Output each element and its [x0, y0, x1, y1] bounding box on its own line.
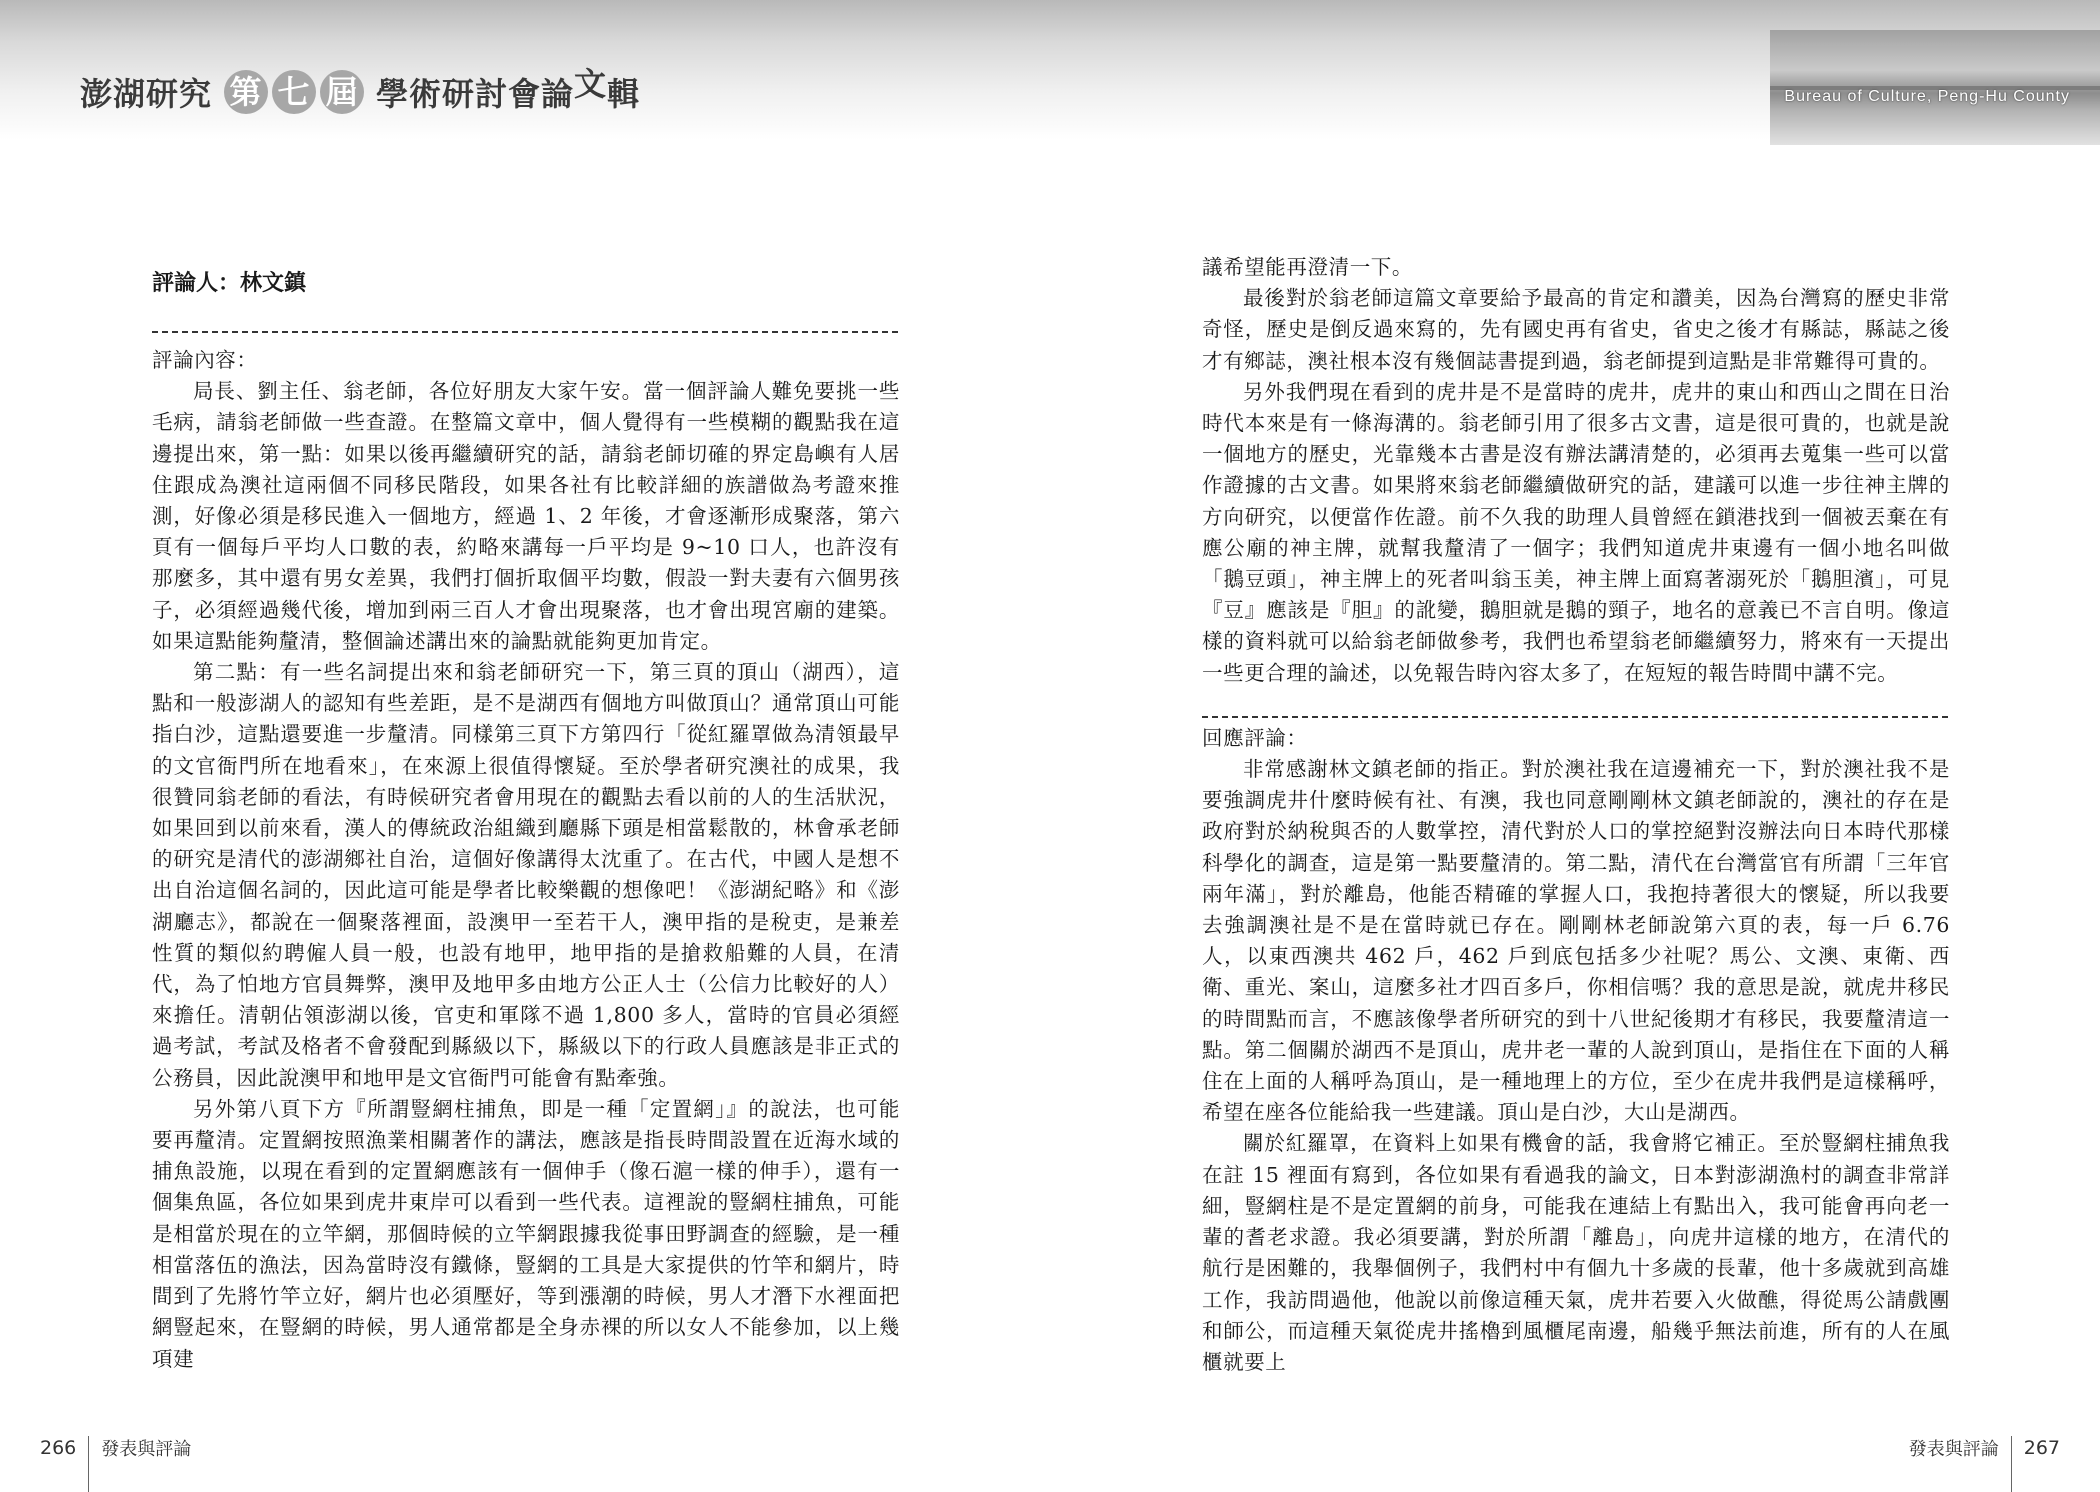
footer-left [40, 1420, 191, 1476]
paragraph: 非常感謝林文鎮老師的指正。對於澳社我在這邊補充一下，對於澳社我不是要強調虎井什麼時候有社、有澳，我也同意剛剛林文鎮老師說的，澳社的存在是政府對於納稅與否的人數掌控，清代對於人口的掌控絕對沒辦法向日本時代那樣科學化的調查，這是第一點要釐清的。第二點，清代在台灣當官有所謂「三年官兩年滿」，對於離島，他能否精確的掌握人口，我抱持著很大的懷疑，所以我要去強調澳社是不是在當時就已存在。剛剛林老師說第六頁的表，每一戶 6.76 人，以東西澳共 462 戶，462 戶到底包括多少社呢？馬公、文澳、東衛、西衛、重光、案山，這麼多社才四百多戶，你相信嗎？我的意思是說，就虎井移民的時間點而言，不應該像學者所研究的到十八世紀後期才有移民，我要釐清這一點。第二個關於湖西不是頂山，虎井老一輩的人說到頂山，是指住在下面的人稱住在上面的人稱呼為頂山，是一種地理上的方位，至少在虎井我們是這樣稱呼，希望在座各位能給我一些建議。頂山是白沙，大山是湖西。 [1202, 757, 1950, 1125]
edition-char: 第 [224, 70, 268, 114]
title-end: 輯 [607, 75, 641, 113]
paragraph: 關於紅羅罩，在資料上如果有機會的話，我會將它補正。至於豎網柱捕魚我在註 15 裡面有寫到，各位如果有看過我的論文，日本對澎湖漁村的調查非常詳細，豎網柱是不是定置網的前身，可能我在連結上有點出入，我可能會再向老一輩的耆老求證。我必須要講，對於所謂「離島」，向虎井這樣的地方，在清代的航行是困難的，我舉個例子，我們村中有個九十多歲的長輩，他十多歲就到高雄工作，我訪問過他，他說以前像這種天氣，虎井若要入火做醮，得從馬公請戲團和師公，而這種天氣從虎井搖櫓到風櫃尾南邊，船幾乎無法前進，所有的人在風櫃就要上 [1202, 1131, 1950, 1374]
title-lift-char: 文 [574, 65, 608, 103]
response-label: 回應評論： [1202, 725, 1308, 750]
page-number-right: 267 [2023, 1437, 2060, 1459]
paragraph: 最後對於翁老師這篇文章要給予最高的肯定和讚美，因為台灣寫的歷史非常奇怪，歷史是倒反過來寫的，先有國史再有省史，省史之後才有縣誌，縣誌之後才有鄉誌，澳社根本沒有幾個誌書提到過，翁老師提到這點是非常難得可貴的。 [1202, 286, 1950, 373]
title-pre: 澎湖研究 [80, 75, 213, 113]
section-name-left: 發表與評論 [101, 1439, 192, 1460]
right-column [1202, 252, 1950, 1378]
paragraph: 另外第八頁下方『所謂豎網柱捕魚，即是一種「定置網」』的說法，也可能要再釐清。定置網按照漁業相關著作的講法，應該是指長時間設置在近海水域的捕魚設施，以現在看到的定置網應該有一個伸手（像石滬一樣的伸手），還有一個集魚區，各位如果到虎井東岸可以看到一些代表。這裡說的豎網柱捕魚，可能是相當於現在的立竿網，那個時候的立竿網跟據我從事田野調查的經驗，是一種相當落伍的漁法，因為當時沒有鐵條，豎網的工具是大家提供的竹竿和網片，時間到了先將竹竿立好，網片也必須壓好，等到漲潮的時候，男人才潛下水裡面把網豎起來，在豎網的時候，男人通常都是全身赤裸的所以女人不能參加，以上幾項建 [152, 1096, 900, 1371]
paragraph-continued: 議希望能再澄清一下。 [1202, 255, 1413, 279]
page-number-left: 266 [40, 1437, 77, 1459]
title-post: 學術研討會論 [376, 75, 575, 113]
reviewer-heading: 評論人：林文鎮 [152, 271, 307, 296]
edition-badge [218, 69, 370, 115]
dashed-divider [152, 331, 898, 333]
publication-title [80, 66, 640, 118]
paragraph: 第二點：有一些名詞提出來和翁老師研究一下，第三頁的頂山（湖西），這點和一般澎湖人的認知有些差距，是不是湖西有個地方叫做頂山？通常頂山可能指白沙，這點還要進一步釐清。同樣第三頁下方第四行「從紅羅罩做為清領最早的文官衙門所在地看來」，在來源上很值得懷疑。至於學者研究澳社的成果，我很贊同翁老師的看法，有時候研究者會用現在的觀點去看以前的人的生活狀況，如果回到以前來看，漢人的傳統政治組織到廳縣下頭是相當鬆散的，林會承老師的研究是清代的澎湖鄉社自治，這個好像講得太沈重了。在古代，中國人是想不出自治這個名詞的，因此這可能是學者比較樂觀的想像吧！《澎湖紀略》和《澎湖廳志》，都說在一個聚落裡面，設澳甲一至若干人，澳甲指的是稅吏，是兼差性質的類似約聘僱人員一般，也設有地甲，地甲指的是搶救船難的人員，在清代，為了怕地方官員舞弊，澳甲及地甲多由地方公正人士（公信力比較好的人）來擔任。清朝佔領澎湖以後，官吏和軍隊不過 1,800 多人，當時的官員必須經過考試，考試及格者不會發配到縣級以下，縣級以下的行政人員應該是非正式的公務員，因此說澳甲和地甲是文官衙門可能會有點牽強。 [152, 660, 900, 1090]
edition-char: 屆 [320, 70, 364, 114]
left-column [152, 345, 900, 1375]
bureau-caption: Bureau of Culture, Peng-Hu County [1784, 88, 2070, 105]
content-label: 評論內容： [152, 348, 258, 372]
footer-separator [2011, 1436, 2012, 1492]
paragraph: 另外我們現在看到的虎井是不是當時的虎井，虎井的東山和西山之間在日治時代本來是有一條海溝的。翁老師引用了很多古文書，這是很可貴的，也就是說一個地方的歷史，光靠幾本古書是沒有辦法講清楚的，必須再去蒐集一些可以當作證據的古文書。如果將來翁老師繼續做研究的話，建議可以進一步往神主牌的方向研究，以便當作佐證。前不久我的助理人員曾經在鎖港找到一個被丟棄在有應公廟的神主牌，就幫我釐清了一個字；我們知道虎井東邊有一個小地名叫做「鵝豆頭」，神主牌上的死者叫翁玉美，神主牌上面寫著溺死於「鵝胆濱」，可見『豆』應該是『胆』的訛變，鵝胆就是鵝的頸子，地名的意義已不言自明。像這樣的資料就可以給翁老師做參考，我們也希望翁老師繼續努力，將來有一天提出一些更合理的論述，以免報告時內容太多了，在短短的報告時間中講不完。 [1202, 379, 1950, 685]
paragraph: 局長、劉主任、翁老師，各位好朋友大家午安。當一個評論人難免要挑一些毛病，請翁老師做一些查證。在整篇文章中，個人覺得有一些模糊的觀點我在這邊提出來，第一點：如果以後再繼續研究的話，請翁老師切確的界定島嶼有人居住跟成為澳社這兩個不同移民階段，如果各社有比較詳細的族譜做為考證來推測，好像必須是移民進入一個地方，經過 1、2 年後，才會逐漸形成聚落，第六頁有一個每戶平均人口數的表，約略來講每一戶平均是 9~10 口人，也許沒有那麼多，其中還有男女差異，我們打個折取個平均數，假設一對夫妻有六個男孩子，必須經過幾代後，增加到兩三百人才會出現聚落，也才會出現宮廟的建築。如果這點能夠釐清，整個論述講出來的論點就能夠更加肯定。 [152, 379, 900, 653]
footer-separator [88, 1436, 89, 1492]
edition-char: 七 [272, 70, 316, 114]
dashed-divider [1202, 716, 1948, 718]
section-name-right: 發表與評論 [1908, 1439, 1999, 1460]
footer-right [1909, 1420, 2060, 1476]
